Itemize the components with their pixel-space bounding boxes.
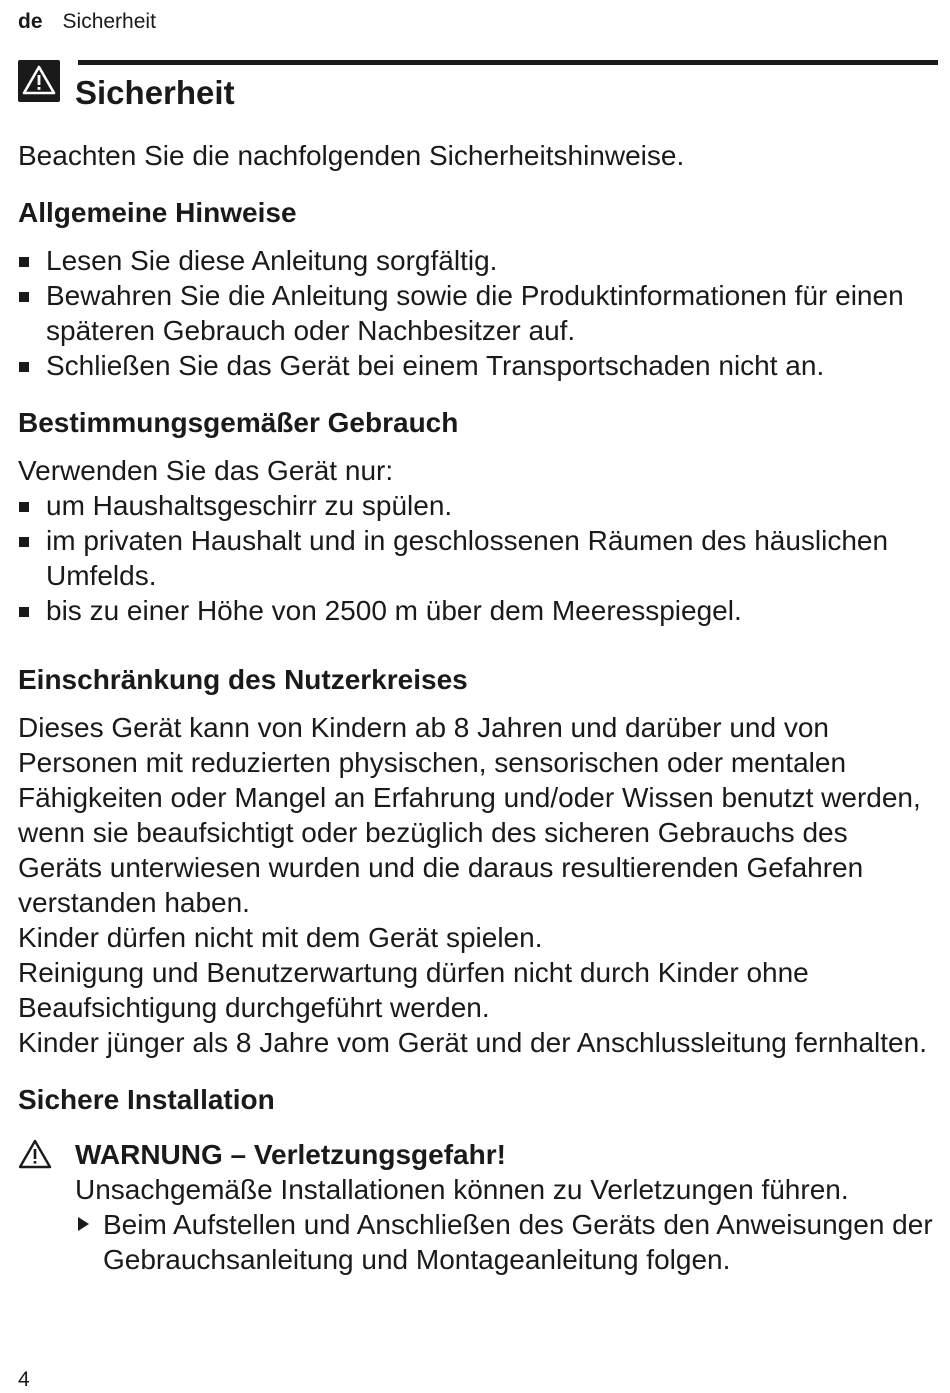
- warning-step-text: Beim Aufstellen und Anschließen des Geräts den Anweisungen der Gebrauchsanleitung und Montageanleitung folgen.: [103, 1209, 933, 1275]
- section-rule: [78, 60, 938, 65]
- warning-block: [18, 1137, 936, 1277]
- square-bullet-icon: [19, 292, 29, 302]
- heading-intended-use: Bestimmungsgemäßer Gebrauch: [18, 407, 459, 438]
- list-item: Schließen Sie das Gerät bei einem Transportschaden nicht an.: [18, 348, 936, 383]
- square-bullet-icon: [19, 537, 29, 547]
- list-item: Lesen Sie diese Anleitung sorgfältig.: [18, 243, 936, 278]
- intended-use-list: [18, 488, 936, 628]
- section-title: Sicherheit: [75, 74, 235, 111]
- warning-title: WARNUNG – Verletzungsgefahr!: [75, 1139, 506, 1170]
- page-content: [18, 138, 936, 1277]
- heading-user-restriction: Einschränkung des Nutzerkreises: [18, 664, 468, 695]
- intro-text: Beachten Sie die nachfolgenden Sicherheitshinweise.: [18, 140, 685, 171]
- square-bullet-icon: [19, 502, 29, 512]
- list-item: bis zu einer Höhe von 2500 m über dem Meeresspiegel.: [18, 593, 936, 628]
- intended-use-lead: Verwenden Sie das Gerät nur:: [18, 455, 394, 486]
- page-number: 4: [18, 1368, 30, 1391]
- restriction-paragraph: Kinder jünger als 8 Jahre vom Gerät und der Anschlussleitung fernhalten.: [18, 1027, 927, 1058]
- square-bullet-icon: [19, 257, 29, 267]
- arrow-right-icon: [78, 1217, 89, 1231]
- restriction-paragraph: Dieses Gerät kann von Kindern ab 8 Jahren und darüber und von Personen mit reduzierten physischen, sensorischen oder mentalen Fähigkeiten oder Mangel an Erfahrung und/oder Wissen benutzt werden, wenn sie beaufsichtigt oder bezüglich des sicheren Gebrauchs des Geräts unterwiesen wurden und die daraus resultierenden Gefahren verstanden haben.: [18, 712, 921, 918]
- warning-text: Unsachgemäße Installationen können zu Verletzungen führen.: [75, 1174, 849, 1205]
- list-item: im privaten Haushalt und in geschlossenen Räumen des häuslichen Umfelds.: [18, 523, 936, 593]
- running-header: [18, 9, 156, 35]
- restriction-paragraph: Reinigung und Benutzerwartung dürfen nicht durch Kinder ohne Beaufsichtigung durchgeführt werden.: [18, 957, 809, 1023]
- square-bullet-icon: [19, 607, 29, 617]
- list-item: Bewahren Sie die Anleitung sowie die Produktinformationen für einen späteren Gebrauch oder Nachbesitzer auf.: [18, 278, 936, 348]
- general-notes-list: [18, 243, 936, 383]
- language-code: de: [18, 10, 43, 33]
- warning-step: [75, 1207, 936, 1277]
- restriction-paragraph: Kinder dürfen nicht mit dem Gerät spielen.: [18, 922, 543, 953]
- list-item: um Haushaltsgeschirr zu spülen.: [18, 488, 936, 523]
- square-bullet-icon: [19, 362, 29, 372]
- warning-triangle-icon: [18, 1138, 52, 1178]
- heading-safe-installation: Sichere Installation: [18, 1084, 275, 1115]
- header-section-name: Sicherheit: [62, 10, 156, 33]
- warning-triangle-icon: [18, 60, 60, 102]
- heading-general-notes: Allgemeine Hinweise: [18, 197, 297, 228]
